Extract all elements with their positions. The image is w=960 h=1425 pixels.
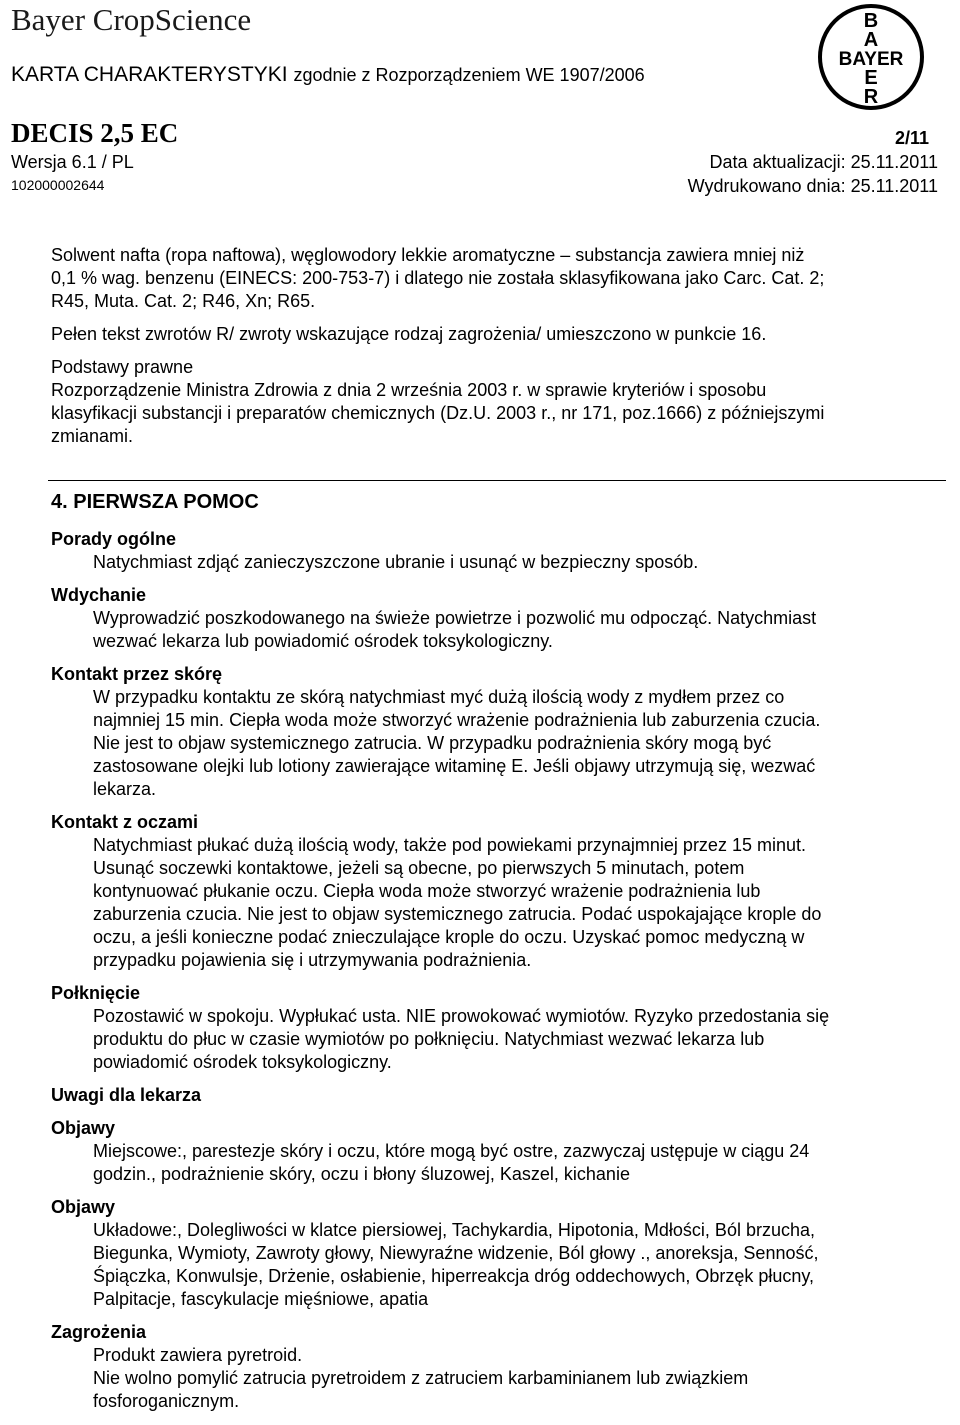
bayer-cross-logo xyxy=(817,3,925,111)
solvent-line: 0,1 % wag. benzenu (EINECS: 200-753-7) i dlatego nie została sklasyfikowana jako Carc. Cat. 2; xyxy=(51,268,825,288)
subsection-text-line: zaburzenia czucia. Nie jest to objaw systemicznego zatrucia. Podać uspokajające krople do xyxy=(93,904,822,924)
update-date: Data aktualizacji: 25.11.2011 xyxy=(709,152,938,172)
subsection-text-line: Układowe:, Dolegliwości w klatce piersiowej, Tachykardia, Hipotonia, Mdłości, Ból brzucha, xyxy=(93,1220,815,1240)
subsection-heading: Kontakt z oczami xyxy=(51,812,199,832)
subsection-heading: Uwagi dla lekarza xyxy=(51,1085,202,1105)
first-aid-section xyxy=(51,528,931,1423)
print-date: Wydrukowano dnia: 25.11.2011 xyxy=(687,176,938,196)
legal-basis-title: Podstawy prawne xyxy=(51,357,194,377)
subsection-text-line: Natychmiast zdjąć zanieczyszczone ubranie i usunąć w bezpieczny sposób. xyxy=(93,552,699,572)
subsection-heading: Wdychanie xyxy=(51,585,147,605)
document-id: 102000002644 xyxy=(11,177,105,193)
first-aid-block-polkniecie xyxy=(51,982,931,1074)
subsection-text-line: Śpiączka, Konwulsje, Drżenie, osłabienie, hiperreakcja dróg oddechowych, Obrzęk płucny, xyxy=(93,1266,815,1286)
legal-line: klasyfikacji substancji i preparatów chemicznych (Dz.U. 2003 r., nr 171, poz.1666) z późniejszymi xyxy=(51,403,825,423)
subsection-text-line: fosforoganicznym. xyxy=(93,1391,240,1411)
first-aid-block-zagrozenia xyxy=(51,1321,931,1413)
first-aid-block-objawy xyxy=(51,1117,931,1186)
subsection-heading: Objawy xyxy=(51,1197,116,1217)
subsection-text-line: produktu do płuc w czasie wymiotów po połknięciu. Natychmiast wezwać lekarza lub xyxy=(93,1029,765,1049)
subsection-text-line: Pozostawić w spokoju. Wypłukać usta. NIE prowokować wymiotów. Ryzyko przedostania się xyxy=(93,1006,830,1026)
version-label: Wersja 6.1 / PL xyxy=(11,152,134,172)
regulation-reference: zgodnie z Rozporządzeniem WE 1907/2006 xyxy=(293,65,645,85)
subsection-text-line: powiadomić ośrodek toksykologiczny. xyxy=(93,1052,392,1072)
company-name: Bayer CropScience xyxy=(11,2,252,37)
subsection-text-line: lekarza. xyxy=(93,779,157,799)
first-aid-block-wdychanie xyxy=(51,584,931,653)
subsection-text-line: Usunąć soczewki kontaktowe, jeżeli są obecne, po pierwszych 5 minutach, potem xyxy=(93,858,745,878)
product-name: DECIS 2,5 EC xyxy=(11,118,179,148)
intro-section xyxy=(51,244,931,448)
subsection-text-line: zastosowane olejki lub lotiony zawierające witaminę E. Jeśli objawy utrzymują się, wezwać xyxy=(93,756,816,776)
subsection-heading: Porady ogólne xyxy=(51,529,177,549)
first-aid-block-uwagi-dla-lekarza xyxy=(51,1084,931,1107)
subsection-text-line: Biegunka, Wymioty, Zawroty głowy, Niewyraźne widzenie, Ból głowy ., anoreksja, Senność, xyxy=(93,1243,819,1263)
subsection-text-line: Natychmiast płukać dużą ilością wody, także pod powiekami przynajmniej przez 15 minut. xyxy=(93,835,806,855)
subsection-text-line: Nie jest to objaw systemicznego zatrucia. W przypadku podrażnienia skóry mogą być xyxy=(93,733,772,753)
page-number: 2/11 xyxy=(894,128,929,148)
subsection-text-line: przypadku pojawienia się i utrzymywania podrażnienia. xyxy=(93,950,532,970)
subsection-text-line: oczu, a jeśli konieczne podać znieczulające krople do oczu. Uzyskać pomoc medyczną w xyxy=(93,927,805,947)
document-type-title: KARTA CHARAKTERYSTYKI xyxy=(11,63,288,86)
logo-letter-e: E xyxy=(864,67,878,89)
first-aid-block-kontakt-przez-skore xyxy=(51,663,931,801)
logo-letter-r: R xyxy=(863,86,879,108)
first-aid-block-objawy xyxy=(51,1196,931,1311)
full-text-note: Pełen tekst zwrotów R/ zwroty wskazujące rodzaj zagrożenia/ umieszczono w punkcie 16. xyxy=(51,324,767,344)
solvent-line: R45, Muta. Cat. 2; R46, Xn; R65. xyxy=(51,291,316,311)
first-aid-block-kontakt-z-oczami xyxy=(51,811,931,972)
logo-letter-b: B xyxy=(863,10,879,32)
subsection-text-line: Palpitacje, fascykulacje mięśniowe, apatia xyxy=(93,1289,429,1309)
subsection-text-line: kontynuować płukanie oczu. Ciepła woda może stworzyć wrażenie podrażnienia lub xyxy=(93,881,761,901)
legal-line: Rozporządzenie Ministra Zdrowia z dnia 2 września 2003 r. w sprawie kryteriów i sposobu xyxy=(51,380,767,400)
subsection-text-line: Wyprowadzić poszkodowanego na świeże powietrze i pozwolić mu odpocząć. Natychmiast xyxy=(93,608,817,628)
subsection-text-line: W przypadku kontaktu ze skórą natychmiast myć dużą ilością wody z mydłem przez co xyxy=(93,687,785,707)
subsection-text-line: Miejscowe:, parestezje skóry i oczu, które mogą być ostre, zazwyczaj ustępuje w ciągu 24 xyxy=(93,1141,810,1161)
logo-word-bayer: BAYER xyxy=(838,49,904,70)
subsection-text-line: Nie wolno pomylić zatrucia pyretroidem z zatruciem karbaminianem lub związkiem xyxy=(93,1368,749,1388)
subsection-text-line: Produkt zawiera pyretroid. xyxy=(93,1345,303,1365)
section-divider xyxy=(48,480,946,481)
subsection-heading: Objawy xyxy=(51,1118,116,1138)
section-title: 4. PIERWSZA POMOC xyxy=(51,491,259,513)
document-type xyxy=(11,63,645,87)
solvent-line: Solwent nafta (ropa naftowa), węglowodory lekkie aromatyczne – substancja zawiera mniej niż xyxy=(51,245,805,265)
subsection-heading: Połknięcie xyxy=(51,983,141,1003)
subsection-text-line: godzin., podrażnienie skóry, oczu i błony śluzowej, Kaszel, kichanie xyxy=(93,1164,630,1184)
logo-letter-a: A xyxy=(863,29,879,51)
subsection-text-line: wezwać lekarza lub powiadomić ośrodek toksykologiczny. xyxy=(93,631,553,651)
subsection-text-line: najmniej 15 min. Ciepła woda może stworzyć wrażenie podrażnienia lub zaburzenia czucia. xyxy=(93,710,821,730)
legal-line: zmianami. xyxy=(51,426,134,446)
subsection-heading: Kontakt przez skórę xyxy=(51,664,223,684)
subsection-heading: Zagrożenia xyxy=(51,1322,147,1342)
first-aid-block-porady-ogolne xyxy=(51,528,931,574)
